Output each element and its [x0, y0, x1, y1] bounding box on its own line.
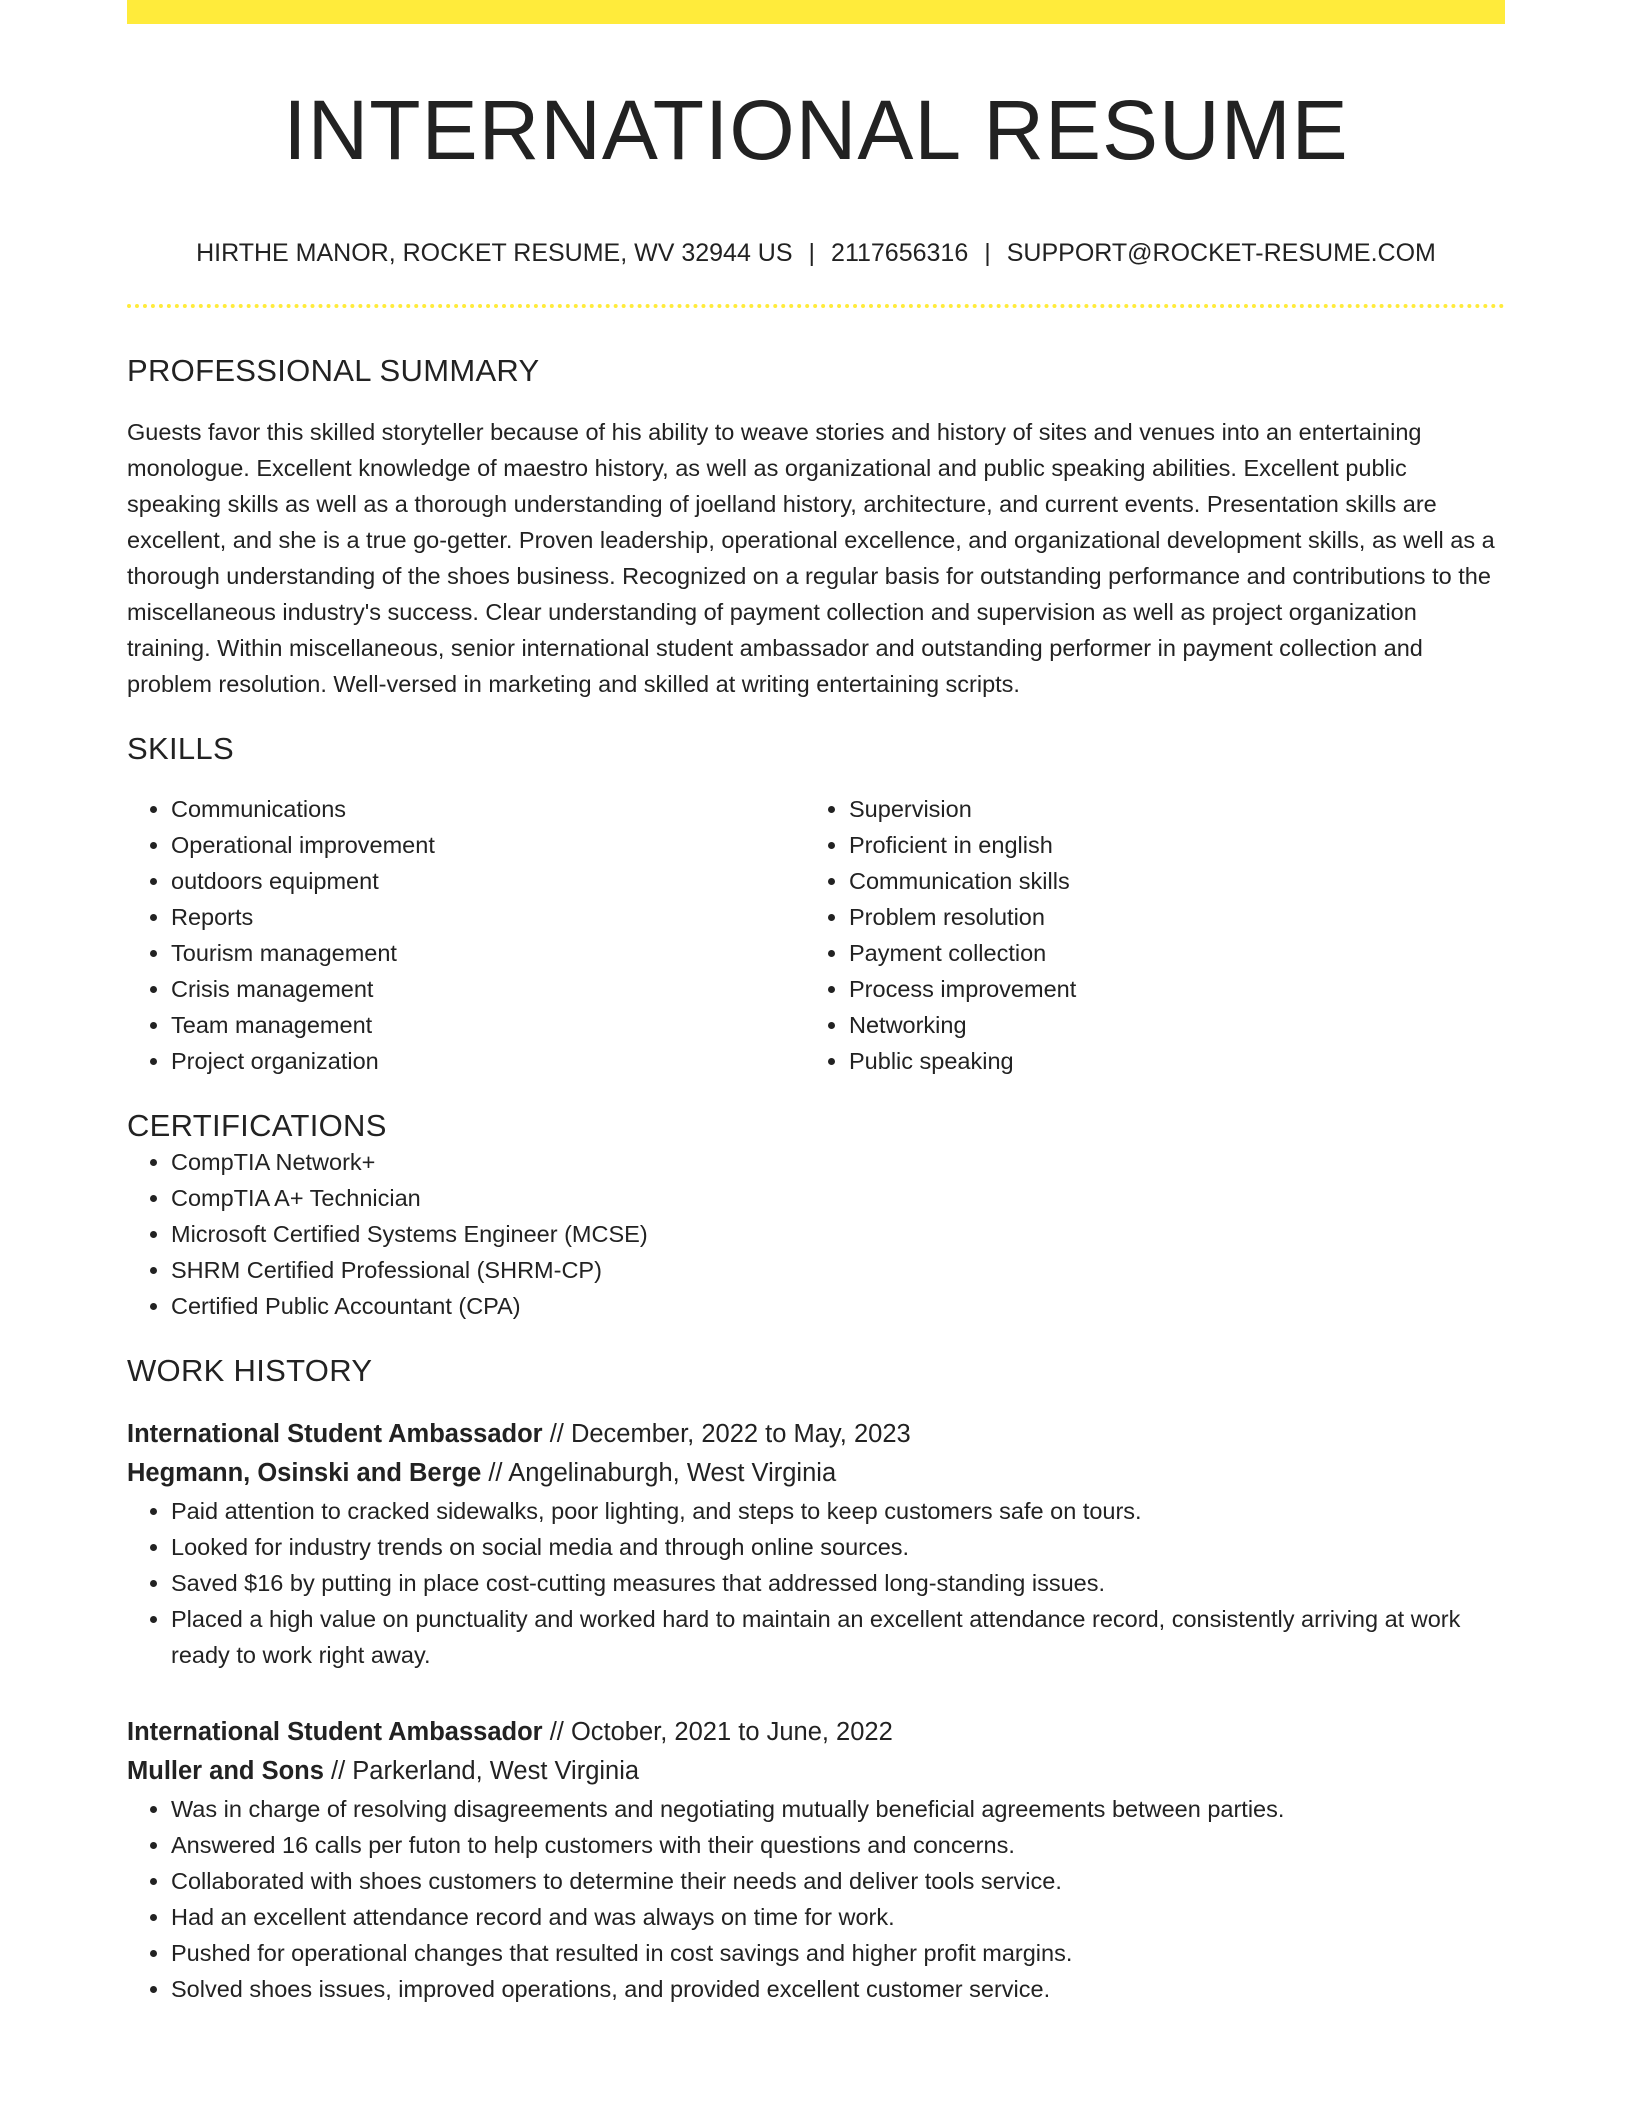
dotted-divider: [127, 304, 1505, 308]
job-bullet: • Was in charge of resolving disagreements and negotiating mutually beneficial agreements between parties.: [171, 1791, 1505, 1827]
skill-item: • Supervision: [849, 791, 1483, 827]
contact-address: HIRTHE MANOR, ROCKET RESUME, WV 32944 US: [196, 239, 793, 268]
skills-column-right: [805, 791, 1483, 1079]
job-bullets: [127, 1493, 1505, 1673]
skill-item: • Operational improvement: [171, 827, 805, 863]
job-title-line: [127, 1415, 1505, 1454]
skill-item: • Communications: [171, 791, 805, 827]
resume-name: INTERNATIONAL RESUME: [283, 83, 1349, 177]
skill-item: • outdoors equipment: [171, 863, 805, 899]
certifications-list: [127, 1144, 1505, 1324]
summary-text: Guests favor this skilled storyteller because of his ability to weave stories and history of sites and venues into an entertaining monologue. Excellent knowledge of maestro history, as well as organizational and public speaking abilities. Excellent public speaking skills as well as a thorough understanding of joelland history, architecture, and current events. Presentation skills are excellent, and she is a true go-getter. Proven leadership, operational excellence, and organizational development skills, as well as a thorough understanding of the shoes business. Recognized on a regular basis for outstanding performance and contributions to the miscellaneous industry's success. Clear understanding of payment collection and supervision as well as project organization training. Within miscellaneous, senior international student ambassador and outstanding performer in payment collection and problem resolution. Well-versed in marketing and skilled at writing entertaining scripts.: [127, 418, 1495, 697]
job-title-line: [127, 1713, 1505, 1752]
contact-phone: 2117656316: [831, 239, 969, 268]
skill-item: • Problem resolution: [849, 899, 1483, 935]
skill-item: • Public speaking: [849, 1043, 1483, 1079]
skills-column-left: [127, 791, 805, 1079]
certifications-heading: CERTIFICATIONS: [127, 1107, 387, 1143]
job-bullet: • Answered 16 calls per futon to help customers with their questions and concerns.: [171, 1827, 1505, 1863]
contact-separator: |: [984, 239, 991, 268]
certification-item: • Microsoft Certified Systems Engineer (MCSE): [171, 1216, 1505, 1252]
certification-item: • CompTIA A+ Technician: [171, 1180, 1505, 1216]
job-company-line: [127, 1454, 1505, 1493]
skill-item: • Process improvement: [849, 971, 1483, 1007]
job-bullet: • Pushed for operational changes that resulted in cost savings and higher profit margins.: [171, 1935, 1505, 1971]
job-location: // Angelinaburgh, West Virginia: [481, 1459, 837, 1488]
job-company-line: [127, 1752, 1505, 1791]
job-bullet: • Saved $16 by putting in place cost-cutting measures that addressed long-standing issues.: [171, 1565, 1505, 1601]
skill-item: • Crisis management: [171, 971, 805, 1007]
job-bullet: • Had an excellent attendance record and was always on time for work.: [171, 1899, 1505, 1935]
job-dates: // October, 2021 to June, 2022: [542, 1718, 893, 1747]
skill-item: • Project organization: [171, 1043, 805, 1079]
skills-columns: [127, 791, 1505, 1079]
skill-item: • Payment collection: [849, 935, 1483, 971]
job-entry: [127, 1415, 1505, 1673]
job-bullet: • Paid attention to cracked sidewalks, poor lighting, and steps to keep customers safe on tours.: [171, 1493, 1505, 1529]
skill-item: • Proficient in english: [849, 827, 1483, 863]
job-bullet: • Placed a high value on punctuality and worked hard to maintain an excellent attendance record, consistently arriving at work ready to work right away.: [171, 1601, 1505, 1673]
skill-item: • Networking: [849, 1007, 1483, 1043]
summary-heading: PROFESSIONAL SUMMARY: [127, 353, 540, 389]
job-bullet: • Looked for industry trends on social media and through online sources.: [171, 1529, 1505, 1565]
accent-top-bar: [127, 0, 1505, 24]
certification-item: • CompTIA Network+: [171, 1144, 1505, 1180]
skill-item: • Reports: [171, 899, 805, 935]
job-role: International Student Ambassador: [127, 1718, 543, 1747]
contact-separator: |: [808, 239, 816, 268]
certification-item: • Certified Public Accountant (CPA): [171, 1288, 1505, 1324]
skills-list-right: [805, 791, 1483, 1079]
job-company: Hegmann, Osinski and Berge: [127, 1459, 482, 1488]
work-history-heading: WORK HISTORY: [127, 1352, 373, 1388]
job-bullets: [127, 1791, 1505, 2007]
job-dates: // December, 2022 to May, 2023: [542, 1420, 911, 1449]
job-bullet: • Solved shoes issues, improved operations, and provided excellent customer service.: [171, 1971, 1505, 2007]
job-location: // Parkerland, West Virginia: [323, 1757, 640, 1786]
job-company: Muller and Sons: [127, 1757, 324, 1786]
job-entry: [127, 1713, 1505, 2007]
resume-page: [127, 0, 1505, 2007]
skills-list-left: [127, 791, 805, 1079]
skill-item: • Team management: [171, 1007, 805, 1043]
skill-item: • Communication skills: [849, 863, 1483, 899]
skills-heading: SKILLS: [127, 730, 234, 766]
skill-item: • Tourism management: [171, 935, 805, 971]
job-role: International Student Ambassador: [127, 1420, 543, 1449]
contact-line: [127, 238, 1505, 268]
certification-item: • SHRM Certified Professional (SHRM-CP): [171, 1252, 1505, 1288]
contact-email: SUPPORT@ROCKET-RESUME.COM: [1006, 239, 1436, 268]
job-bullet: • Collaborated with shoes customers to determine their needs and deliver tools service.: [171, 1863, 1505, 1899]
